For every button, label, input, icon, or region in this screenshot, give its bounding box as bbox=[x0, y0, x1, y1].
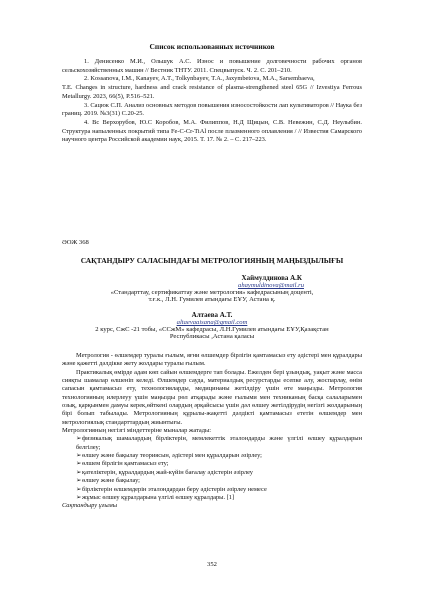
list-item bbox=[62, 452, 362, 460]
paragraph: Практикалық өмірде адам көп сайын өлшемдерге тап болады. Ежелден бері ұзындық, уақыт және масса сияқты шамалар өлшеніп келеді. Өлшемдер сауда, материалдық ресурстарды есепке алу, жоспарлау, өнім сапасын қамтамасыз ету, технологияларды, медицинаны жетілдіру үшін өте маңызды. Метрология технологияның илерлеуу үшін маңызды рөл атқарады және ғылыми мен техниканың басқа салаларымен озық, қарқынмен дамуы керек,өйткені олардың әрқайсысы үшін дәл өлшеу жетілдірудің негізгі жолдарының бірі болып табылады. Метрологияның құрылы-жақетті дәлдікті қамтамасыз ететін өлшемдер мен метрологиялық стандарттардың жиынтығы. bbox=[62, 368, 362, 426]
list-item bbox=[62, 469, 362, 477]
section-heading: Сақтандыру ұғымы bbox=[62, 502, 118, 510]
author2-block bbox=[62, 311, 362, 340]
author1-affiliation: «Стандарттау, сертификаттау және метрология» кафедрасының доценті, bbox=[110, 289, 314, 296]
references-list bbox=[62, 58, 362, 145]
author2-affiliation-2: Республикасы ,Астана қаласы bbox=[169, 333, 255, 340]
reference-text: T.E. Changes in structure, hardness and crack resistance of plasma-strengthened steel 65G // Izvestiya Ferrous Metallurgy. 2023, 66(5), P.516–521. bbox=[62, 84, 362, 100]
article-title: САҚТАНДЫРУ САЛАСЫНДАҒЫ МЕТРОЛОГИЯНЫҢ МАҢЫЗДЫЛЫҒЫ bbox=[80, 256, 344, 265]
reference-item bbox=[62, 119, 362, 145]
page-number: 352 bbox=[207, 561, 217, 568]
reference-text: 3. Сацюк С.П. Анализ основных методов повышения износостойкости лап культиваторов // Наука без границ. 2019. №3(31) С.20-25. bbox=[62, 101, 362, 118]
list-item-text: қателіктерін, құралдардың жай-күйін бағалау әдістерін әзірлеу bbox=[82, 468, 253, 476]
arrow-bullet-icon: ➢ bbox=[76, 435, 82, 443]
author1-name: Хаймулдинова А.К bbox=[241, 274, 302, 282]
arrow-bullet-icon: ➢ bbox=[76, 460, 82, 468]
list-item bbox=[62, 494, 362, 502]
references-title: Список использованных источников bbox=[149, 42, 275, 51]
author2-affiliation: 2 курс, СжС -21 тобы, «ССжМ» кафедрасы, Л.Н.Гумилев атындағы ЕҰУ,Қазақстан bbox=[95, 326, 329, 333]
reference-text: 4. Вс Верхорубов, Ю.С Коробов, М.А. Филиппов, Н.Д Щицын, С.В. Невежин, С.Д. Неулыбин. Структура напыленных покрытий типа Fe-C-Cr-TiAl после плазменного оплавления / // Известия Самарского научного центра Российской академии наук, 2015. Т. 17. № 2. – С. 217–223. bbox=[62, 118, 362, 144]
author1-affiliation-2: т.ғ.к., Л.Н. Гумилев атындағы ЕҰУ, Астана қ. bbox=[148, 296, 276, 303]
paragraph: Метрологияның негізгі міндеттеріне мыналар жатады: bbox=[62, 427, 212, 435]
reference-item bbox=[62, 84, 362, 101]
list-item bbox=[62, 435, 362, 452]
author2-name: Алтаева А.Т. bbox=[191, 311, 233, 319]
author1-block bbox=[62, 274, 362, 303]
list-item-text: физикалық шамалардың бірліктерін, мемлекеттік эталондарды және үлгілі өлшеу құралдарын белгілеу; bbox=[76, 435, 362, 451]
arrow-bullet-icon: ➢ bbox=[76, 477, 82, 485]
udc-code: ӘОЖ 368 bbox=[62, 239, 89, 246]
arrow-bullet-icon: ➢ bbox=[76, 485, 82, 493]
list-item-text: өлшеу және бақылау теориясын, әдістері мен құралдарын әзірлеу; bbox=[82, 452, 262, 460]
reference-text: 1. Денисенко М.И., Ольшук А.С. Износ и повышение долговечности рабочих органов сельскохозяйственных машин // Вестник ТНТУ. 2011. Спецвыпуск. Ч. 2. С. 201–210. bbox=[62, 58, 362, 74]
list-item bbox=[62, 477, 362, 485]
arrow-bullet-icon: ➢ bbox=[76, 493, 82, 501]
article-body bbox=[62, 352, 362, 511]
reference-item bbox=[62, 102, 362, 119]
reference-item bbox=[62, 75, 362, 84]
reference-text: 2. Kossanova, I.M., Kanayev, A.T., Tolkynbayev, T.A., Jaxymbetova, M.A., Sarsembaeva, bbox=[84, 75, 315, 83]
reference-item bbox=[62, 58, 362, 75]
author2-email[interactable]: altaevaaisana@gmail.com bbox=[176, 319, 248, 326]
list-item-text: өлшем бірлігін қамтамасыз ету; bbox=[82, 460, 169, 468]
arrow-bullet-icon: ➢ bbox=[76, 468, 82, 476]
arrow-bullet-icon: ➢ bbox=[76, 452, 82, 460]
list-item-text: бірліктерін өлшемдерін эталондардан беру әдістерін әзірлеу немесе bbox=[82, 485, 267, 493]
list-item-text: жұмыс өлшеу құралдарына үлгілі өлшеу құралдары. [1] bbox=[82, 493, 235, 501]
paragraph: Метрология - өлшемдер туралы ғылым, яғни өлшемдер бірлігін қамтамасыз ету әдістері мен құралдары және қажетті дәлдікке жету жолдары туралы ғылым. bbox=[62, 352, 362, 368]
author1-email[interactable]: ahaymuldinova@mail.ru bbox=[238, 282, 304, 289]
list-item-text: өлшеу және бақылау; bbox=[82, 477, 140, 485]
list-item bbox=[62, 486, 362, 494]
list-item bbox=[62, 460, 362, 468]
